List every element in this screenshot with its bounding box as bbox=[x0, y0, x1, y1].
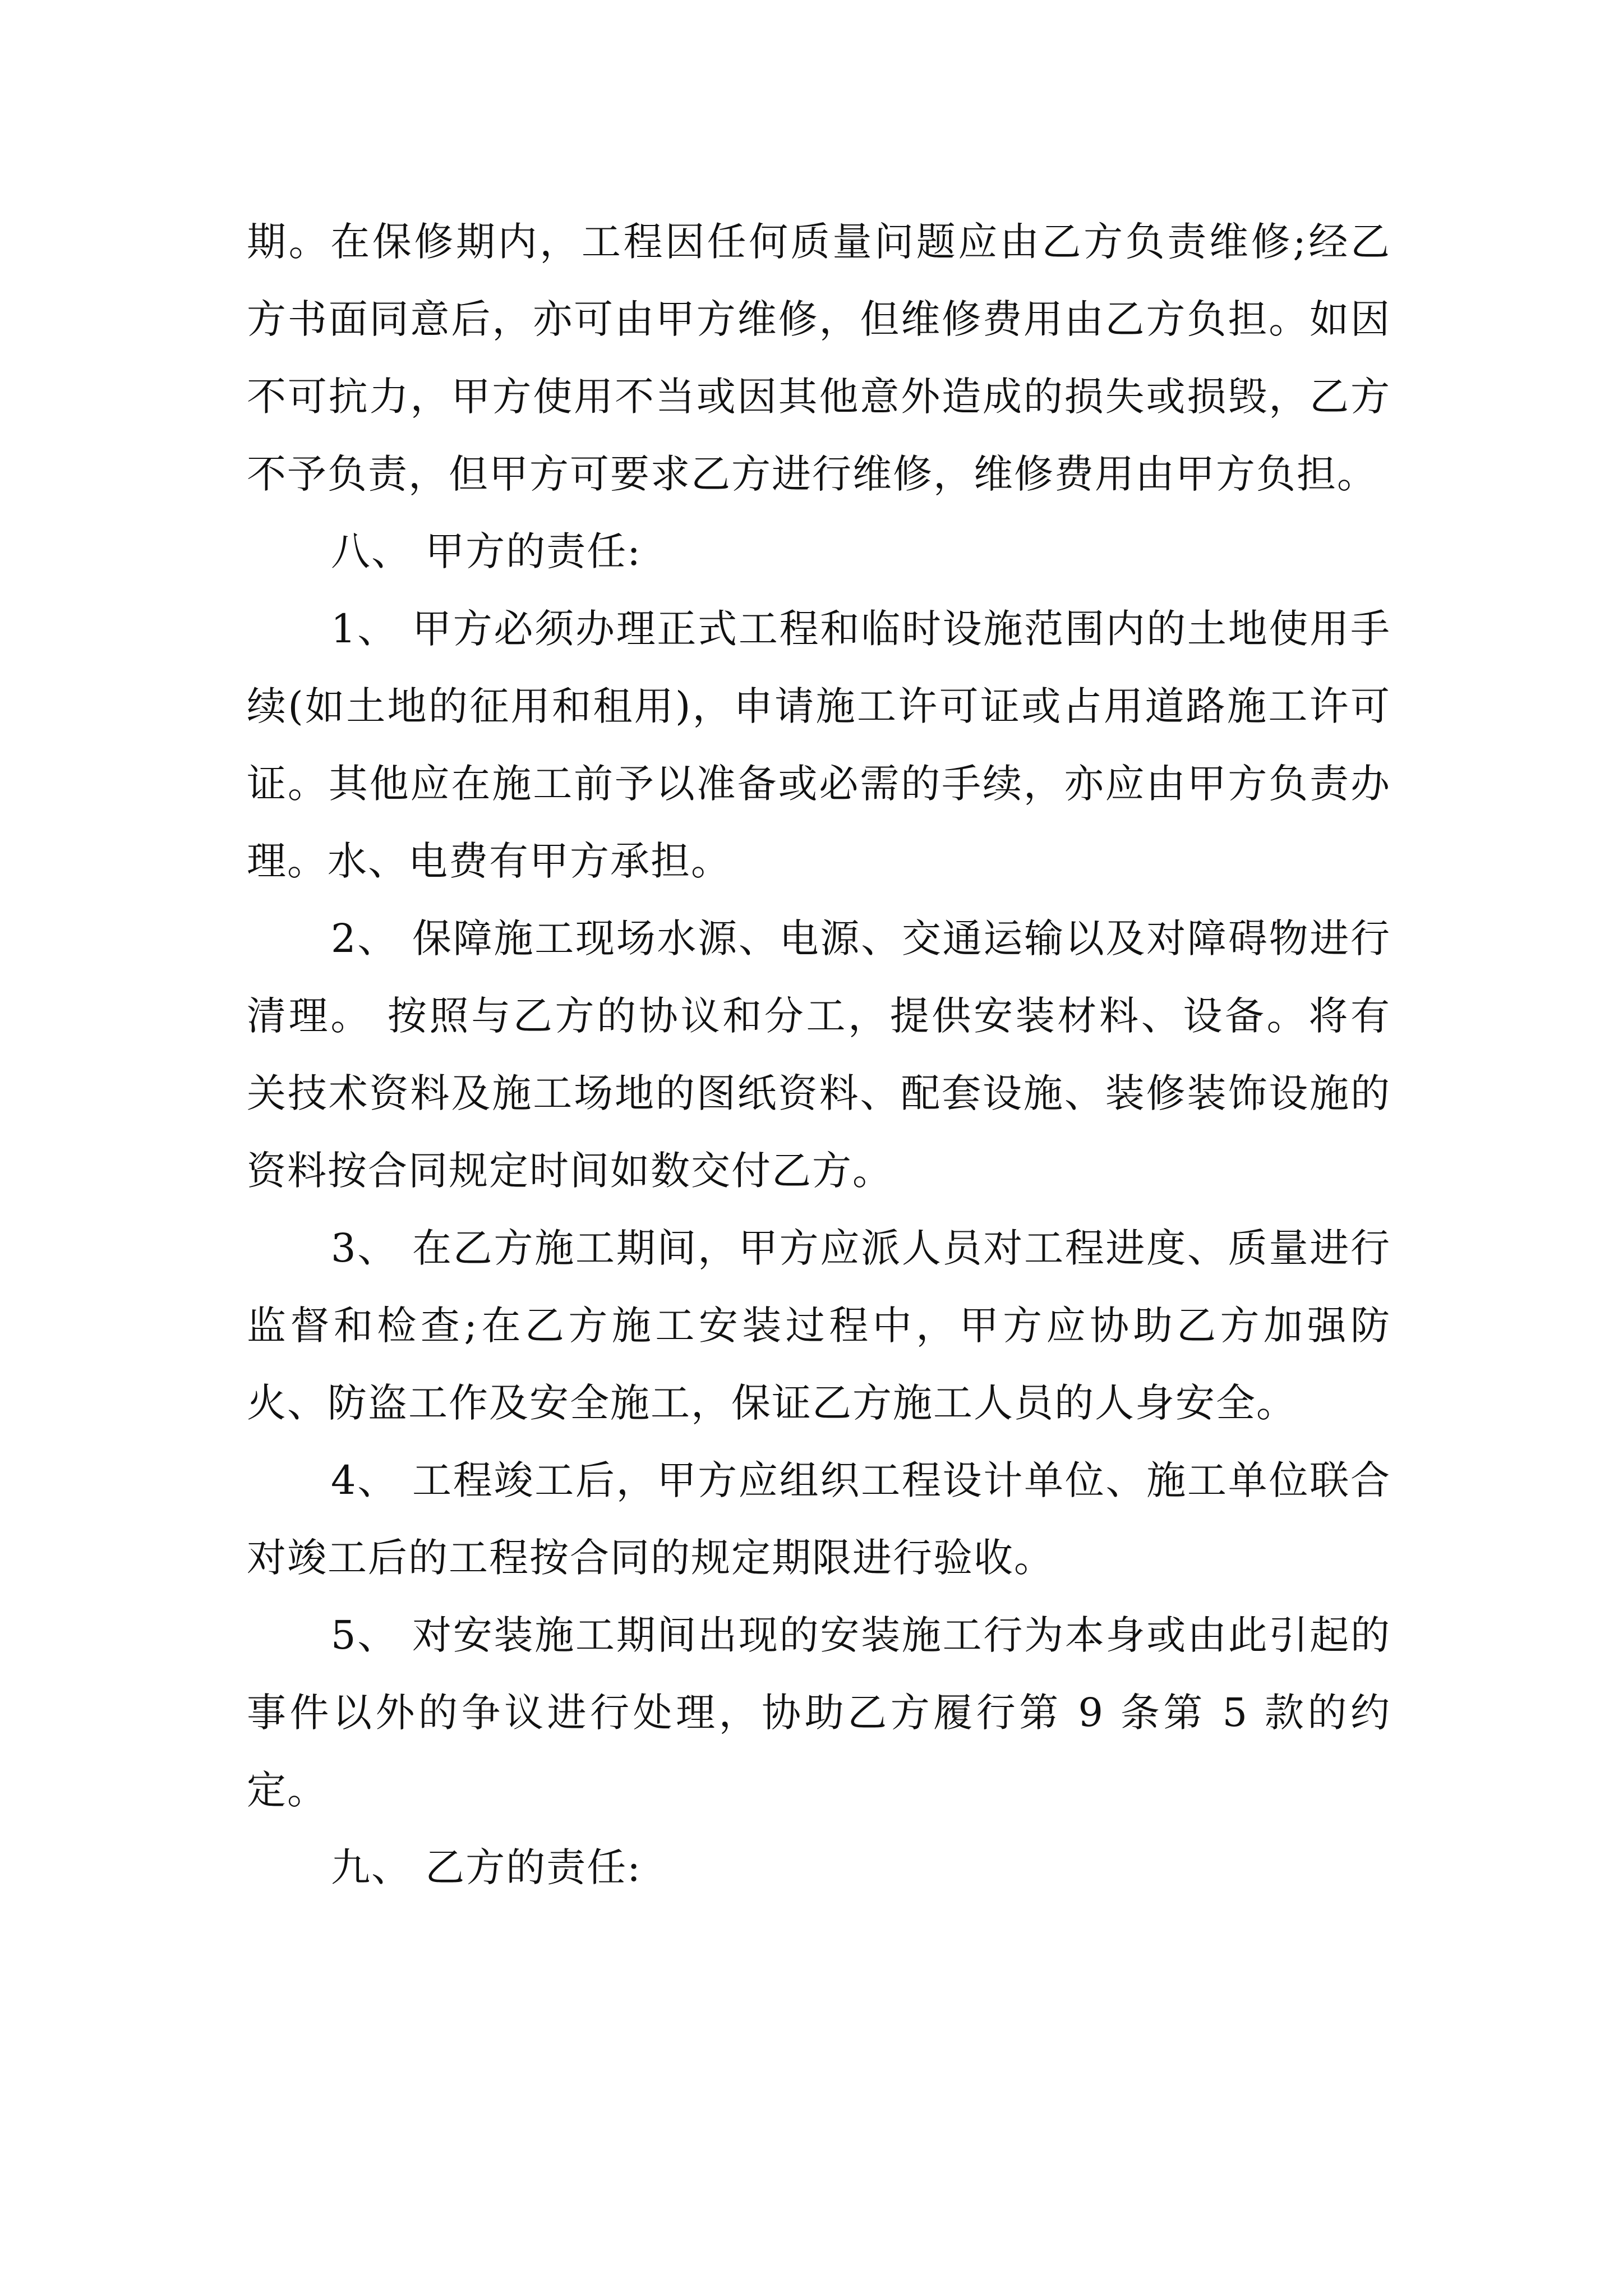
section-heading-party-a-responsibilities: 八、 甲方的责任: bbox=[331, 528, 642, 574]
clause-8-4: 4、 工程竣工后，甲方应组织工程设计单位、施工单位联合对竣工后的工程按合同的规定期限进行验收。 bbox=[247, 1457, 1391, 1581]
paragraph-warranty-continued: 期。在保修期内，工程因任何质量问题应由乙方负责维修;经乙方书面同意后，亦可由甲方维修，但维修费用由乙方负担。如因不可抗力，甲方使用不当或因其他意外造成的损失或损毁，乙方不予负责，但甲方可要求乙方进行维修，维修费用由甲方负担。 bbox=[247, 219, 1391, 497]
document-body bbox=[247, 203, 1391, 1906]
clause-8-5: 5、 对安装施工期间出现的安装施工行为本身或由此引起的事件以外的争议进行处理，协助乙方履行第 9 条第 5 款的约定。 bbox=[247, 1612, 1391, 1813]
clause-8-3: 3、 在乙方施工期间，甲方应派人员对工程进度、质量进行监督和检查;在乙方施工安装过程中，甲方应协助乙方加强防火、防盗工作及安全施工，保证乙方施工人员的人身安全。 bbox=[247, 1225, 1391, 1426]
section-heading-party-b-responsibilities: 九、 乙方的责任: bbox=[331, 1844, 642, 1890]
clause-8-2: 2、 保障施工现场水源、电源、交通运输以及对障碍物进行清理。 按照与乙方的协议和分工，提供安装材料、设备。将有关技术资料及施工场地的图纸资料、配套设施、装修装饰设施的资料按合同规定时间如数交付乙方。 bbox=[247, 915, 1391, 1194]
clause-8-1: 1、 甲方必须办理正式工程和临时设施范围内的土地使用手续(如土地的征用和租用)，申请施工许可证或占用道路施工许可证。其他应在施工前予以准备或必需的手续，亦应由甲方负责办理。水、电费有甲方承担。 bbox=[247, 606, 1391, 884]
